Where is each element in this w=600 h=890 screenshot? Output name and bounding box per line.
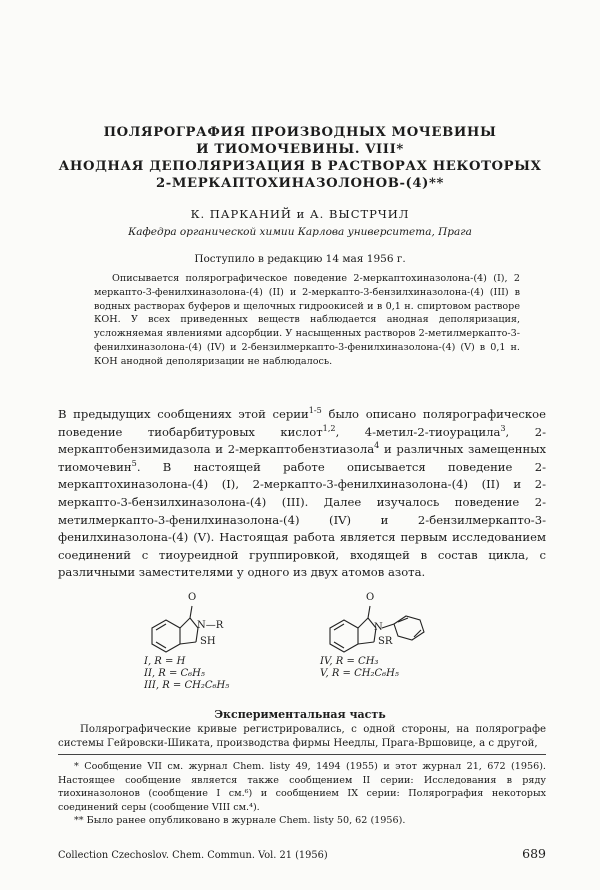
ref-5: 5 xyxy=(131,457,137,468)
body-text xyxy=(58,406,546,582)
page-footer xyxy=(58,846,546,866)
title-line-4: 2-МЕРКАПТОХИНАЗОЛОНОВ-(4)** xyxy=(156,176,444,191)
structure-left-skeleton xyxy=(152,606,198,652)
title-line-2: И ТИОМОЧЕВИНЫ. VIII* xyxy=(196,142,404,157)
authors: К. ПАРКАНИЙ и А. ВЫСТРЧИЛ xyxy=(190,207,410,221)
footnotes xyxy=(58,760,546,828)
title-line-1: ПОЛЯРОГРАФИЯ ПРОИЗВОДНЫХ МОЧЕВИНЫ xyxy=(103,125,497,140)
experimental-text xyxy=(58,723,546,750)
journal-citation: Collection Czechoslov. Chem. Commun. Vol. 21 (1956) xyxy=(58,850,328,861)
body-seg-4: , 2-меркаптобензимидазола и 2-меркаптобензтиазола xyxy=(58,424,547,457)
label-II: II, R = C₆H₅ xyxy=(144,668,205,679)
ref-3: 3 xyxy=(500,422,506,433)
ref-4: 4 xyxy=(374,440,380,451)
label-III: III, R = CH₂C₆H₅ xyxy=(144,680,230,691)
footnote-2: ** Было ранее опубликовано в журнале Chem. listy 50, 62 (1956). xyxy=(74,815,406,827)
right-n: N xyxy=(374,622,383,633)
affiliation: Кафедра органической химии Карлова университета, Прага xyxy=(128,226,472,238)
page-number: 689 xyxy=(522,846,546,861)
label-I: I, R = H xyxy=(144,656,186,667)
ref-2: 1,2 xyxy=(322,422,336,433)
body-seg-6: . В настоящей работе описывается поведение 2-меркаптохиназолона-(4) (I), 2-меркапто-3-фенилхиназолона-(4) (II) и 2-меркапто-3-бензилхиназолона-(4) (III). Далее изучалось поведение 2-метилмеркапто-3-фенилхиназолона-(4) (IV) и 2-бензилмеркапто-3-фенилхиназолона-(4) (V). Настоящая работа является первым исследованием соединений с тиоуреидной группировкой, входящей в состав цикла, с различными заместителями у одного из двух атомов азота. xyxy=(58,459,546,580)
label-IV: IV, R = CH₃ xyxy=(320,656,379,667)
left-oxygen: O xyxy=(188,592,197,603)
chemical-structures xyxy=(130,592,470,702)
section-title-experimental: Экспериментальная часть xyxy=(214,708,386,721)
footnote-rule xyxy=(58,754,546,755)
body-seg-3: , 4-метил-2-тиоурацила xyxy=(335,424,501,439)
title-line-3: АНОДНАЯ ДЕПОЛЯРИЗАЦИЯ В РАСТВОРАХ НЕКОТОРЫХ xyxy=(58,159,542,174)
abstract-text: Описывается полярографическое поведение 2-меркаптохиназолона-(4) (I), 2 меркапто-3-фенилхиназолона-(4) (II) и 2-меркапто-3-бензилхиназолона-(4) (III) в водных растворах буферов и щелочных гидроокисей и в 0,1 н. спиртовом растворе КОН. У всех приведенных веществ наблюдается анодная деполяризация, усложняемая явлениями адсорбции. У насыщенных растворов 2-метилмеркапто-3-фенилхиназолона-(4) (IV) и 2-бензилмеркапто-3-фенилхиназолона-(4) (V) в 0,1 н. КОН анодной деполяризации не наблюдалось. xyxy=(94,273,520,367)
abstract xyxy=(94,272,520,369)
article-title xyxy=(40,124,560,192)
ref-1: 1-5 xyxy=(308,405,322,416)
experimental-paragraph: Полярографические кривые регистрировались, с одной стороны, на полярографе системы Гейровски-Шиката, производства фирмы Неедлы, Прага-Вршовице, а с другой, xyxy=(58,724,546,749)
left-n-r: N—R xyxy=(197,620,224,631)
body-paragraph xyxy=(58,406,546,582)
left-sh: SH xyxy=(200,636,216,647)
received-date: Поступило в редакцию 14 мая 1956 г. xyxy=(194,253,406,265)
right-oxygen: O xyxy=(366,592,375,603)
body-seg-2: было описано полярографическое поведение тиобарбитуровых кислот xyxy=(58,407,547,439)
body-seg-1: В предыдущих сообщениях этой серии xyxy=(58,407,309,421)
body-seg-5: и различных замещенных тиомочевин xyxy=(58,442,546,474)
right-sr: SR xyxy=(378,636,393,647)
footnote-1: * Сообщение VII см. журнал Chem. listy 49, 1494 (1955) и этот журнал 21, 672 (1956). Настоящее сообщение является также сообщением II серии: Исследования в ряду тиохиназолонов (сообщение I см.⁶) и сообщением IX серии: Полярография некоторых соединений серы (сообщение VIII см.⁴). xyxy=(58,761,546,813)
label-V: V, R = CH₂C₆H₅ xyxy=(320,668,399,679)
structure-drawings xyxy=(130,592,470,662)
